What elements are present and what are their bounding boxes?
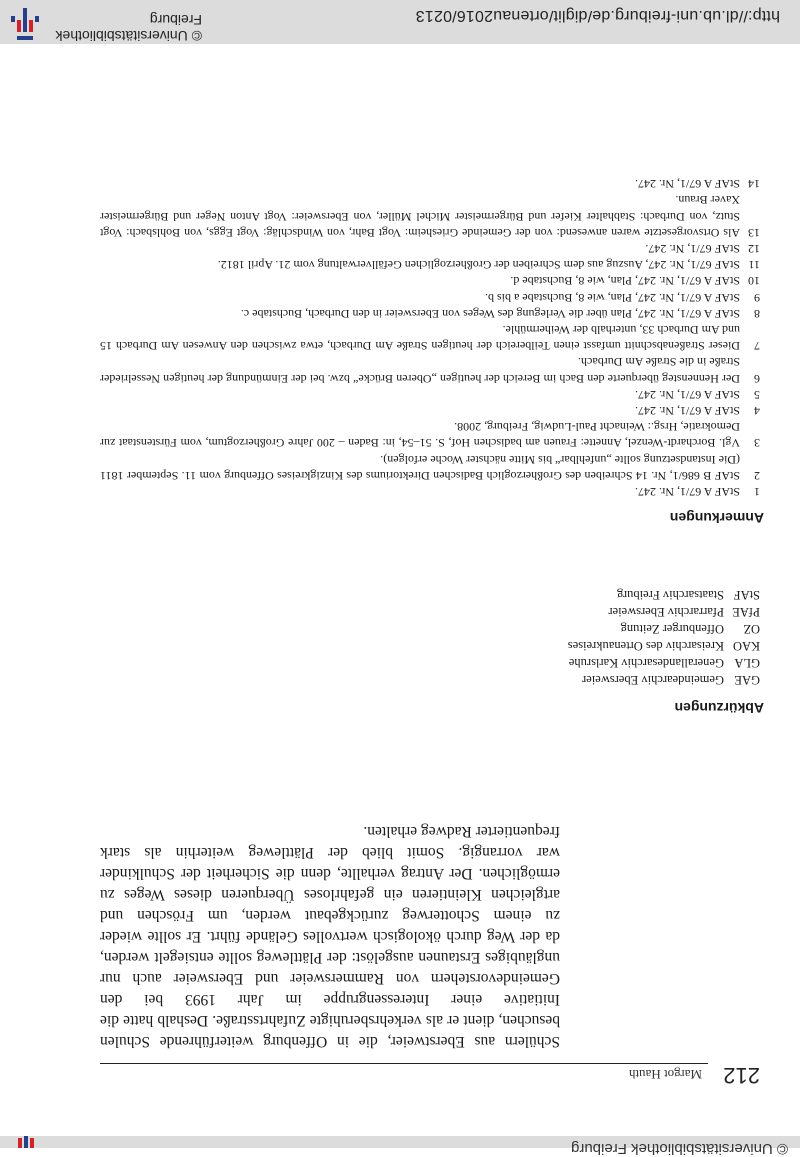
- note-item: [100, 451, 760, 483]
- note-text: StAF A 67/1, Nr. 247, Plan, wie 8, Buchstabe d.: [510, 274, 740, 289]
- abbreviation-key: GLA: [734, 656, 760, 670]
- note-number: 13: [748, 225, 760, 240]
- abbreviations-list: [568, 586, 760, 688]
- note-number: 9: [754, 290, 760, 305]
- note-number: 5: [754, 387, 760, 402]
- note-text: Vgl. Borchardt-Wenzel, Annette: Frauen am badischen Hof, S. 51–54, in: Baden – 200 Jahre Großherzogtum, vom Fürstenstaat zur Demokratie, Hrsg.: Weinacht Paul-Ludwig, Freiburg, 2008.: [100, 420, 740, 451]
- notes-list: [100, 176, 760, 500]
- note-number: 7: [754, 339, 760, 354]
- note-text: StAF A 67/1, Nr. 247, Plan, wie 8, Buchstabe a bis b.: [485, 290, 740, 305]
- clipped-holder-text: © Universitätsbibliothek Freiburg: [571, 1140, 788, 1157]
- note-number: 1: [754, 485, 760, 499]
- abbreviation-row: [568, 654, 760, 671]
- note-number: 12: [748, 241, 760, 256]
- note-number: 14: [748, 177, 760, 192]
- abbreviation-key: KAO: [732, 639, 760, 653]
- university-logo-icon: [8, 8, 42, 44]
- note-item: [100, 289, 760, 305]
- note-item: [100, 354, 760, 386]
- note-text: StAF A 67/1, Nr. 247.: [634, 403, 740, 418]
- note-text: StAF 67/1, Nr. 247.: [645, 241, 740, 256]
- note-text: StAF B 686/1, Nr. 14 Schreiben des Großherzoglich Badischen Direktoriums des Kinzigkreises Offenburg vom 11. September 1811 (Die Instandsetzung sollte „unfehlbar“ bis Mitte nächster Woche erfolgen).: [100, 452, 740, 483]
- notes-heading: Anmerkungen: [669, 510, 764, 526]
- abbreviation-row: [568, 620, 760, 637]
- note-text: StAF A 67/1, Nr. 247.: [634, 387, 740, 402]
- note-number: 10: [748, 274, 760, 289]
- abbreviation-key: GAE: [734, 673, 760, 687]
- abbreviation-value: Pfarrarchiv Ebersweier: [608, 605, 724, 619]
- bottom-bar: [0, 0, 800, 44]
- abbreviation-row: [568, 586, 760, 603]
- abbreviation-value: Staatsarchiv Freiburg: [616, 588, 724, 602]
- abbreviation-value: Gemeindearchiv Ebersweier: [582, 673, 724, 687]
- author-name: Margot Hauth: [628, 1067, 702, 1082]
- note-item: [100, 419, 760, 451]
- note-item: [100, 387, 760, 403]
- note-text: Der Hennensteg überquerte den Bach im Bereich der heutigen „Oberen Brücke“ bzw. bei der Einmündung der heutigen Nesselrieder Straße in die Straße Am Durbach.: [100, 355, 740, 386]
- note-item: [100, 176, 760, 192]
- note-text: StAF A 67/1, Nr. 247, Plan über die Verlegung des Weges von Ebersweier in den Durbach, Buchstabe c.: [240, 306, 740, 321]
- note-number: 2: [754, 468, 760, 483]
- abbreviation-key: PfAE: [732, 605, 760, 619]
- note-text: StAF A 67/1, Nr. 247.: [634, 485, 740, 499]
- abbreviation-key: StAF: [733, 588, 760, 602]
- holder-text: © Universitätsbibliothek Freiburg: [55, 12, 202, 44]
- abbreviation-row: [568, 637, 760, 654]
- top-bar: [0, 1136, 800, 1157]
- note-number: 3: [754, 436, 760, 451]
- header-rule: [100, 1063, 708, 1064]
- note-number: 8: [754, 306, 760, 321]
- note-text: StAF A 67/1, Nr. 247.: [634, 177, 740, 192]
- note-item: [100, 257, 760, 273]
- note-item: [100, 322, 760, 354]
- university-logo-icon: [8, 1136, 42, 1148]
- note-item: [100, 484, 760, 500]
- body-paragraph: Schülern aus Eberstweier, die in Offenburg weiterführende Schulen besuchen, dient er als verkehrsberuhigte Zufahrtsstraße. Deshalb hatte die Initiative einer Interessengruppe im Jahr 1993 bei den Gemeindevorstehern von Rammersweier und Ebersweier auch nur ungläubiges Erstaunen ausgelöst: der Plättleweg sollte entsiegelt werden, da der Weg durch ökologisch wertvolles Gelände führt. Er sollte wieder zu einem Schotterweg zurückgebaut werden, um Fröschen und artgleichen Kleintieren ein gefahrloses Überqueren dieses Weges zu ermöglichen. Der Antrag verhallte, denn die Sicherheit der Schulkinder war vorrangig. Somit blieb der Plättleweg weiterhin als stark frequentierter Radweg erhalten.: [100, 823, 560, 1050]
- source-url[interactable]: http://dl.ub.uni-freiburg.de/diglit/ortenau2016/0213: [415, 7, 780, 24]
- note-item: [100, 273, 760, 289]
- note-number: 6: [754, 371, 760, 386]
- note-text: Dieser Straßenabschnitt umfasst einen Teilbereich der heutigen Straße Am Durbach, etwa zwischen den Anwesen Am Durbach 15 und Am Durbach 33, unterhalb der Weihermühle.: [100, 322, 740, 354]
- abbreviation-row: [568, 603, 760, 620]
- note-item: [100, 192, 760, 241]
- note-item: [100, 403, 760, 419]
- note-text: StAF 67/1, Nr. 247, Auszug aus dem Schreiben der Großherzoglichen Gefällverwaltung vom 21. April 1812.: [217, 258, 740, 273]
- body-text: [100, 821, 560, 1052]
- abbreviation-value: Offenburger Zeitung: [620, 622, 724, 636]
- note-item: [100, 241, 760, 257]
- page-header: [100, 1064, 770, 1090]
- abbreviations-heading: Abkürzungen: [674, 700, 764, 716]
- page-number: 212: [723, 1063, 760, 1088]
- abbreviation-key: OZ: [743, 622, 760, 636]
- note-number: 11: [748, 258, 760, 273]
- abbreviation-value: Kreisarchiv des Ortenaukreises: [567, 639, 724, 653]
- abbreviation-row: [568, 671, 760, 688]
- note-text: Als Ortsvorgesetzte waren anwesend: von der Gemeinde Griesheim: Vogt Bahr, von Windschläg: Vogt Eggs, von Bohlsbach: Vogt Stutz, von Durbach: Stabhalter Kiefer und Bürgermeister Michel Müller, von Ebersweier: Vogt Anton Neger und Bürgermeister Xaver Braun.: [100, 193, 740, 240]
- note-number: 4: [754, 403, 760, 418]
- abbreviation-value: Generallandesarchiv Karlsruhe: [568, 656, 724, 670]
- note-item: [100, 306, 760, 322]
